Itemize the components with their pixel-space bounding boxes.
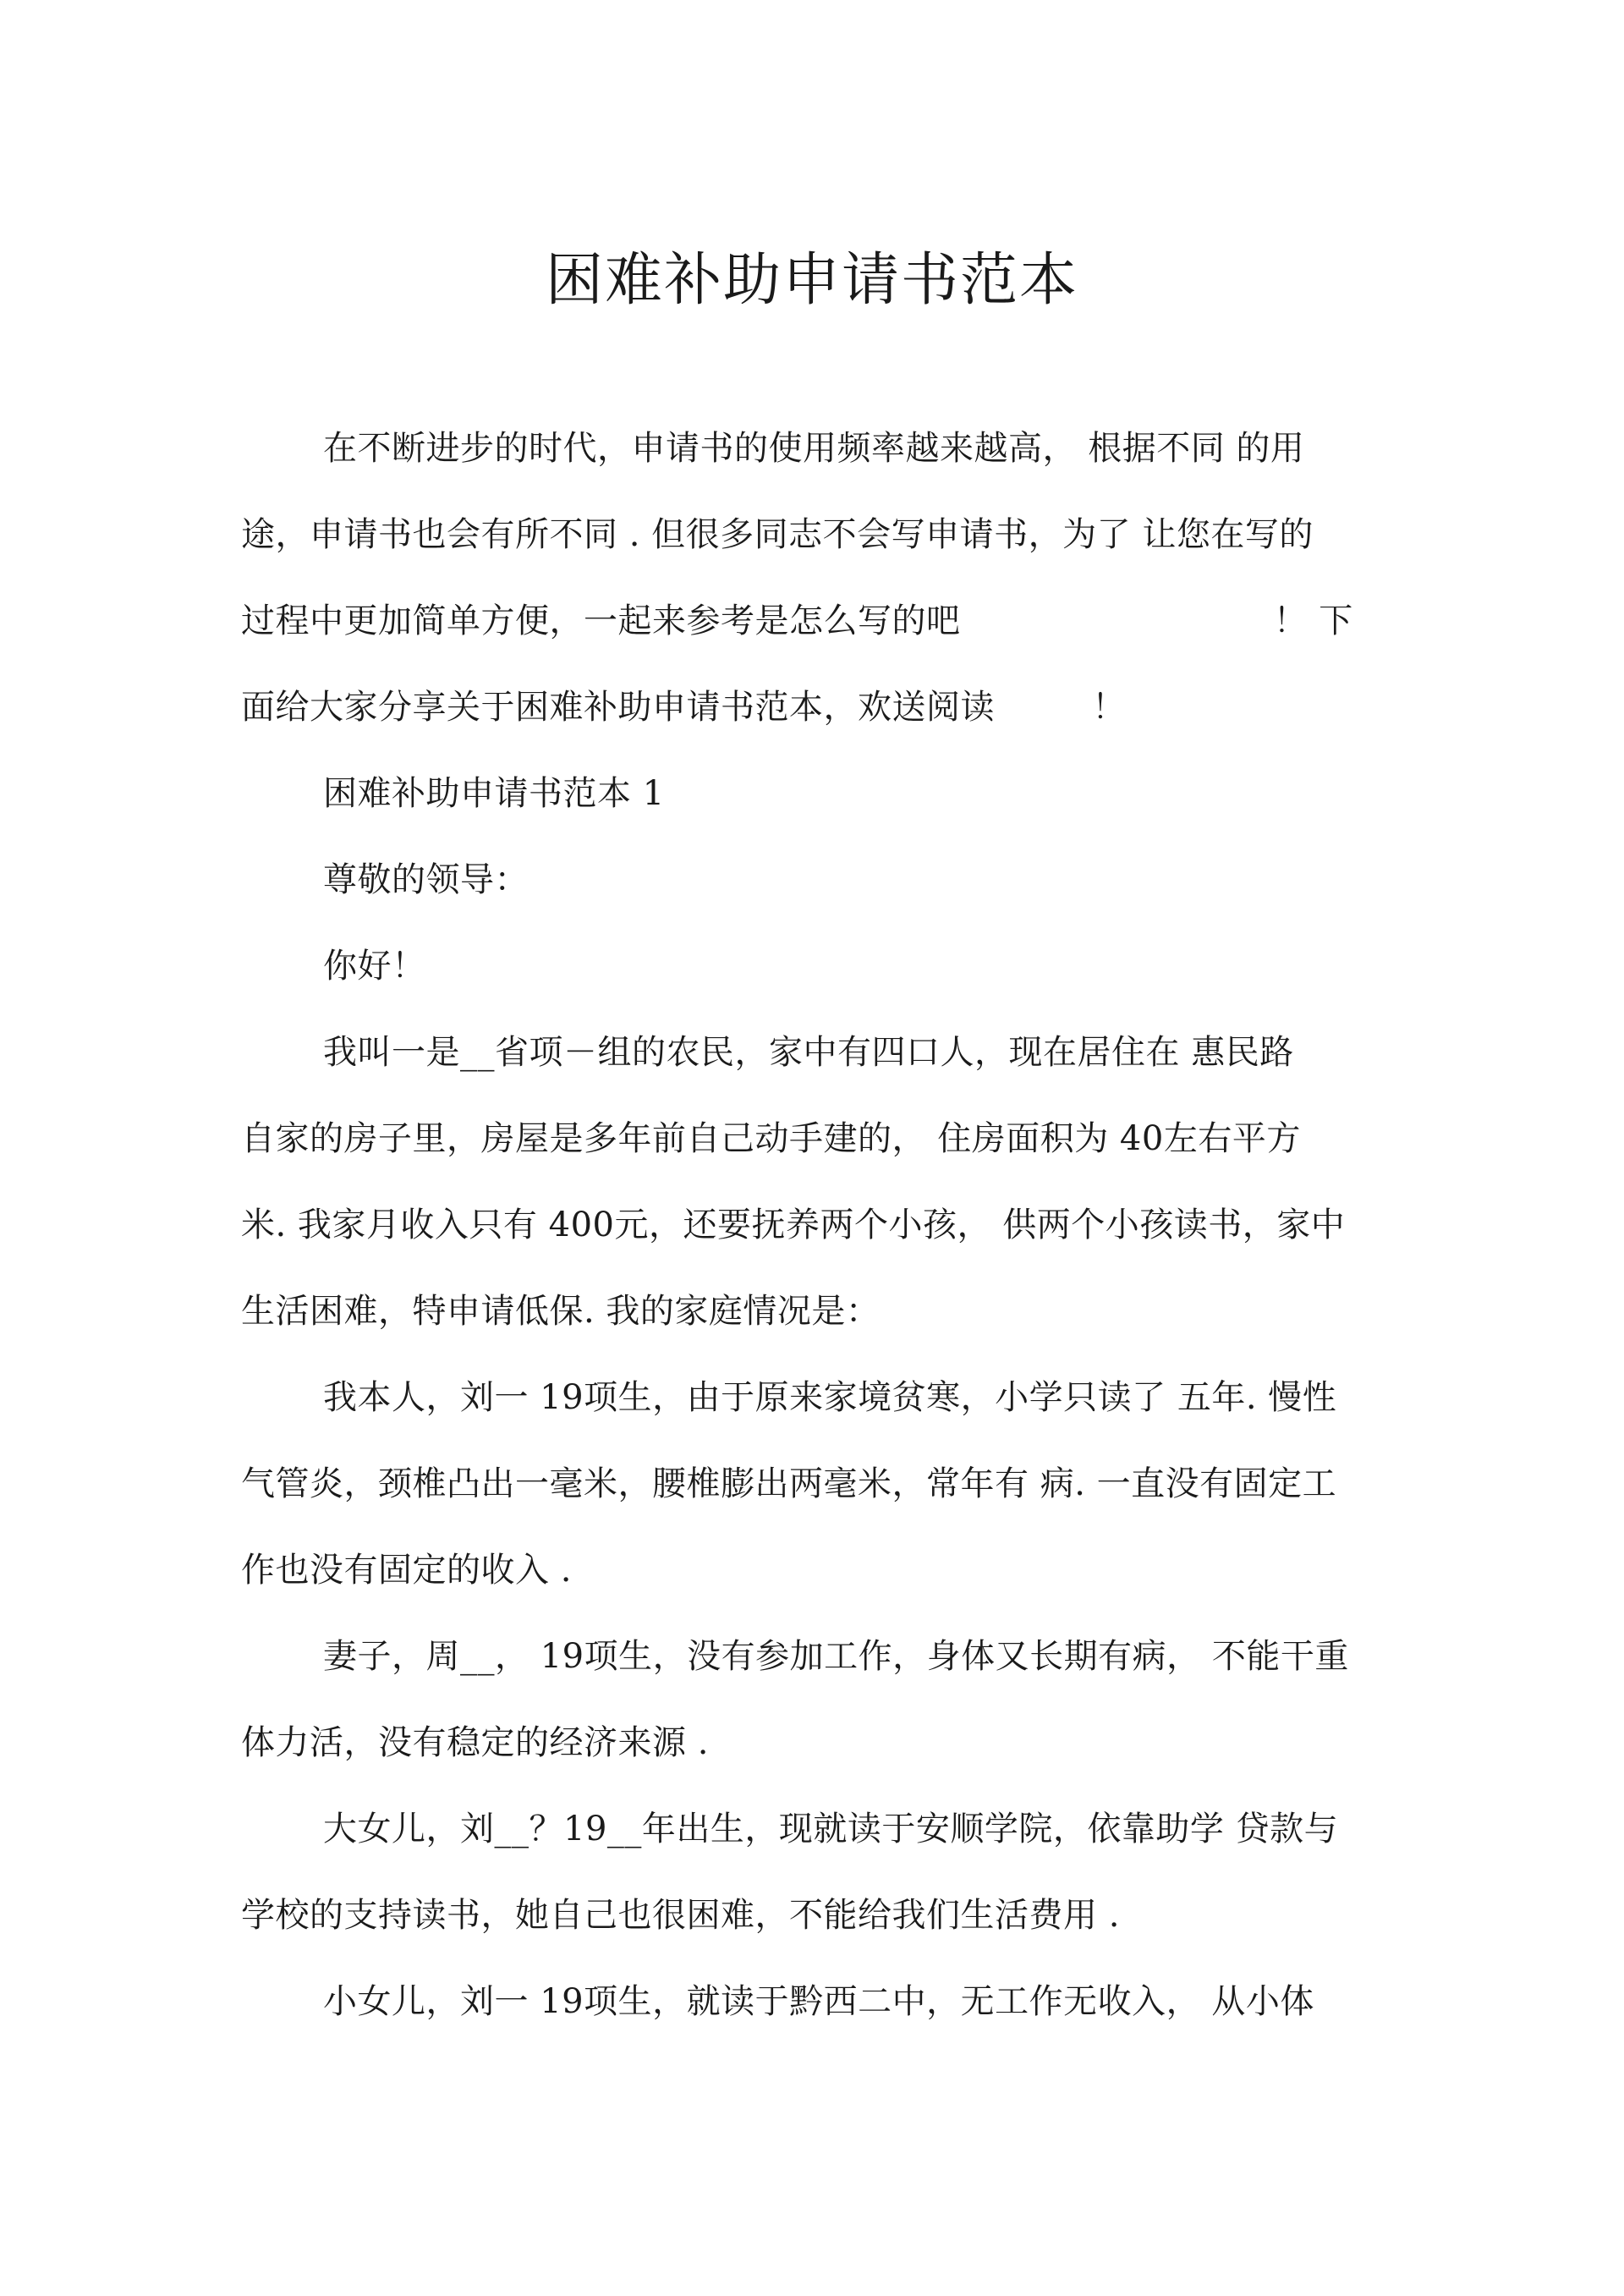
intro-line: 在不断进步的时代，申请书的使用频率越来越高， 根据不同 的用 xyxy=(323,429,1305,468)
body-line: 作也没有固定的收入 . xyxy=(241,1551,572,1590)
body-line: 自家的房子里，房屋是多年前自己动手建的， 住房面积为 40左右平方 xyxy=(241,1119,1301,1158)
intro-line-suffix: ！ xyxy=(1092,688,1127,727)
greeting: 你好！ xyxy=(323,947,426,986)
intro-line xyxy=(241,596,1404,646)
intro-line-text: 面给大家分享关于困难补助申请书范本，欢送阅读 xyxy=(241,688,995,727)
body-line: 我叫一是__省项－组的农民，家中有四口人，现在居住在 惠民路 xyxy=(323,1033,1294,1072)
intro-line-text: 过程中更加简单方便，一起来参考是怎么写的吧 xyxy=(241,601,961,640)
body-line: 我本人，刘一 19项生，由于原来家境贫寒，小学只读了 五年. 慢性 xyxy=(323,1378,1337,1417)
body-line: 妻子，周__， 19项生，没有参加工作，身体又长期有病， 不能干重 xyxy=(323,1637,1349,1676)
body-line: 米. 我家月收入只有 400元，还要抚养两个小孩， 供两个小孩读书，家中 xyxy=(241,1206,1346,1244)
intro-line-suffix: ！ 下 xyxy=(1273,601,1353,640)
section-heading: 困难补助申请书范本 1 xyxy=(323,774,665,813)
salutation: 尊敬的领导： xyxy=(323,860,529,899)
body-line: 体力活，没有稳定的经济来源 . xyxy=(241,1723,709,1762)
body-line: 气管炎，颈椎凸出一毫米，腰椎膨出两毫米，常年有 病. 一直没有固定工 xyxy=(241,1464,1337,1503)
intro-line: 途，申请书也会有所不同 . 但很多同志不会写申请书，为了 让您在写的 xyxy=(241,515,1314,554)
document-title: 困难补助申请书范本 xyxy=(545,247,1078,314)
intro-line xyxy=(241,682,1404,733)
body-line: 生活困难，特申请低保. 我的家庭情况是： xyxy=(241,1292,881,1331)
body-line: 学校的支持读书，她自己也很困难，不能给我们生活费用 . xyxy=(241,1896,1120,1935)
body-line: 小女儿，刘一 19项生，就读于黔西二中，无工作无收入， 从小体 xyxy=(323,1982,1314,2021)
body-line: 大女儿，刘__？19__年出生，现就读于安顺学院，依靠助学 贷款与 xyxy=(323,1810,1339,1848)
